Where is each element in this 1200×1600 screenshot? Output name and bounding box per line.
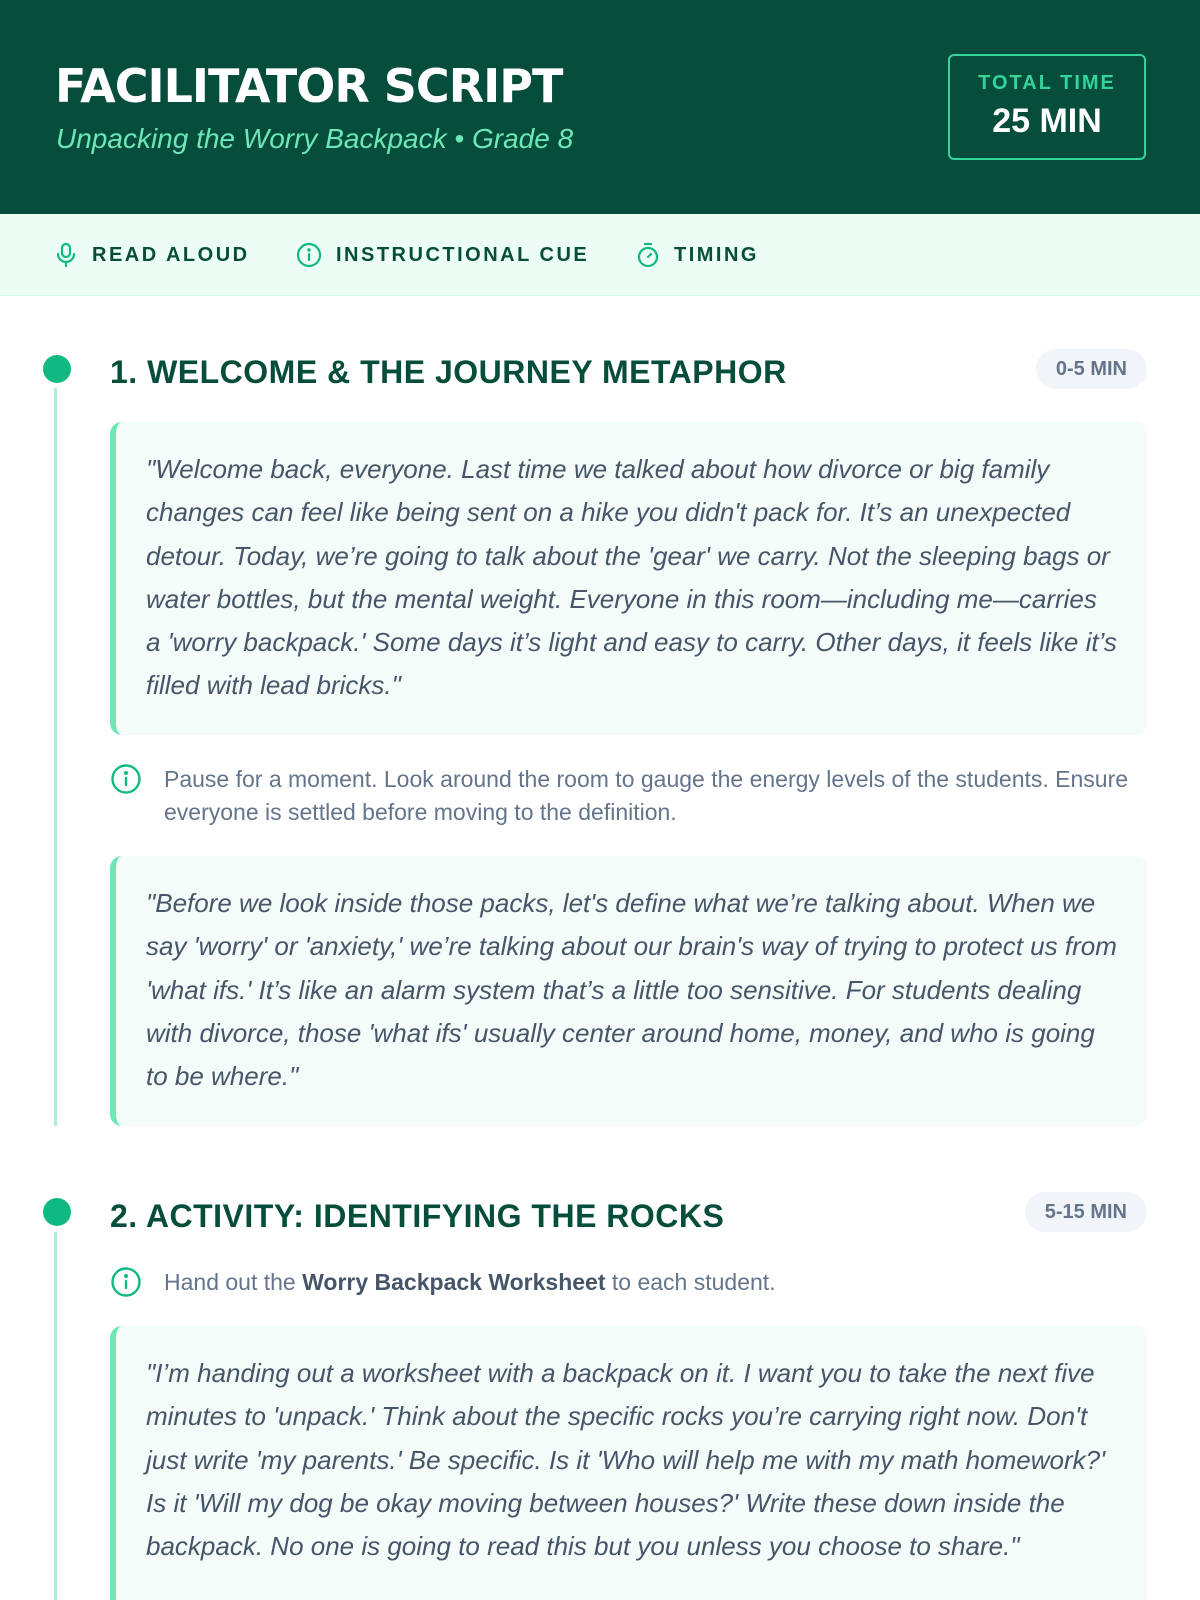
- page-subtitle: Unpacking the Worry Backpack • Grade 8: [56, 123, 574, 154]
- instructional-cue: [110, 1266, 1150, 1299]
- total-time-value: 25 MIN: [992, 102, 1102, 140]
- instructional-cue: [110, 763, 1150, 829]
- section-title: 2. ACTIVITY: IDENTIFYING THE ROCKS: [110, 1198, 725, 1234]
- info-icon: [110, 763, 142, 800]
- read-aloud-block: [110, 1326, 1147, 1600]
- legend-item-instructional-cue: [296, 214, 589, 296]
- read-aloud-block: [110, 422, 1147, 735]
- total-time-box: [948, 54, 1146, 160]
- legend-item-read-aloud: [54, 214, 250, 296]
- legend-item-timing: [636, 214, 759, 296]
- info-icon: [110, 1266, 142, 1303]
- legend-label: TIMING: [674, 243, 759, 266]
- microphone-icon: [54, 242, 78, 268]
- cue-text-pre: Hand out the: [164, 1269, 296, 1295]
- cue-text-post: to each student.: [611, 1269, 776, 1295]
- timeline-line: [54, 388, 57, 1126]
- timeline-line: [54, 1232, 57, 1600]
- legend-label: INSTRUCTIONAL CUE: [336, 243, 590, 266]
- worksheet-name: Worry Backpack Worksheet: [302, 1269, 606, 1295]
- total-time-label: TOTAL TIME: [978, 72, 1116, 94]
- section-title: 1. WELCOME & THE JOURNEY METAPHOR: [110, 354, 787, 390]
- cue-text: Pause for a moment. Look around the room to gauge the energy levels of the students. Ensure everyone is settled before moving to the definition.: [164, 766, 1129, 825]
- page-title: FACILITATOR SCRIPT: [55, 59, 563, 113]
- timing-badge: 0-5 MIN: [1036, 349, 1147, 389]
- header: [0, 0, 1200, 214]
- legend-bar: [0, 214, 1200, 296]
- read-aloud-block: [110, 856, 1147, 1126]
- timeline-dot: [43, 1198, 71, 1226]
- read-aloud-text: "Before we look inside those packs, let's define what we’re talking about. When we say 'worry' or 'anxiety,' we’re talking about our brain's way of trying to protect us from 'what ifs.' It’s like an alarm system that’s a little too sensitive. For students dealing with divorce, those 'what ifs' usually center around home, money, and who is going to be where.": [146, 888, 1117, 1092]
- legend-label: READ ALOUD: [92, 243, 250, 266]
- stopwatch-icon: [636, 242, 660, 268]
- read-aloud-text: "I’m handing out a worksheet with a backpack on it. I want you to take the next five minutes to 'unpack.' Think about the specific rocks you’re carrying right now. Don't just write 'my parents.' Be specific. Is it 'Who will help me with my math homework?' Is it 'Will my dog be okay moving between houses?' Write these down inside the backpack. No one is going to read this but you unless you choose to share.": [146, 1358, 1106, 1562]
- timeline-dot: [43, 355, 71, 383]
- cue-text: [164, 1266, 1150, 1299]
- timing-badge: 5-15 MIN: [1025, 1192, 1147, 1232]
- read-aloud-text: "Welcome back, everyone. Last time we talked about how divorce or big family changes can feel like being sent on a hike you didn't pack for. It’s an unexpected detour. Today, we’re going to talk about the 'gear' we carry. Not the sleeping bags or water bottles, but the mental weight. Everyone in this room—including me—carries a 'worry backpack.' Some days it’s light and easy to carry. Other days, it feels like it’s filled with lead bricks.": [146, 454, 1117, 701]
- info-icon: [296, 242, 322, 268]
